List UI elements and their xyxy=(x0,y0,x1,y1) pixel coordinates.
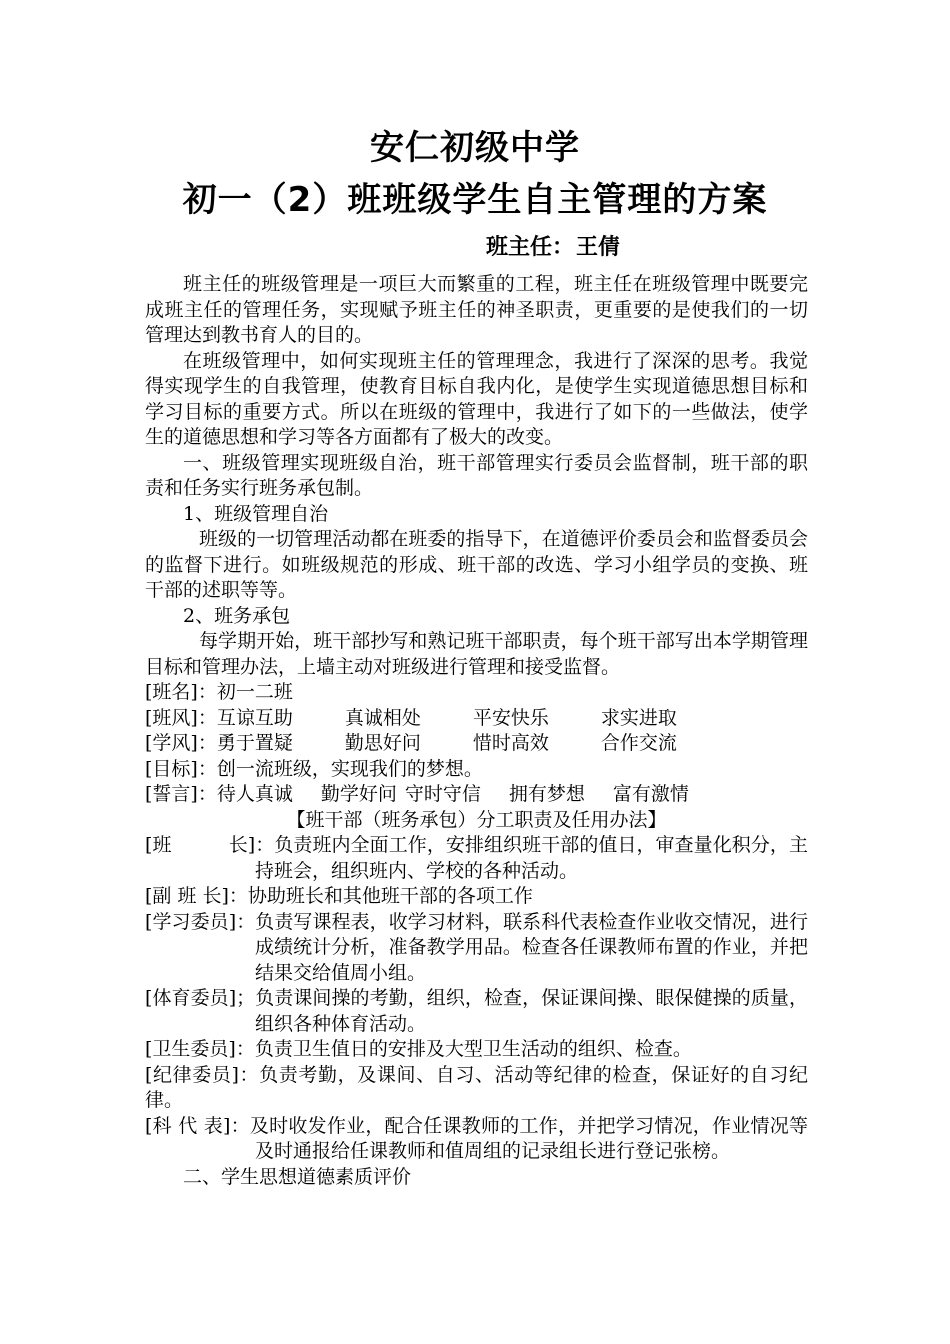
role-label: [卫生委员]： xyxy=(145,1038,255,1060)
role-label: [纪律委员]： xyxy=(145,1063,260,1086)
oath-line xyxy=(145,782,808,808)
goal-value: 创一流班级，实现我们的梦想。 xyxy=(216,757,483,780)
study-style-item: 合作交流 xyxy=(600,732,677,754)
role-duty: 负责班内全面工作，安排组织班干部的值日，审查量化积分，主持班会，组织班内、学校的各种活动。 xyxy=(255,834,808,882)
role-discipline-committee xyxy=(145,1063,808,1114)
class-style-item: 互谅互助 xyxy=(216,706,293,729)
study-style-line xyxy=(145,731,808,757)
role-study-committee xyxy=(145,910,808,987)
role-hygiene-committee xyxy=(145,1037,808,1063)
class-name-label: [班名]： xyxy=(145,681,217,703)
oath-item: 待人真诚 xyxy=(216,783,293,805)
goal-line xyxy=(145,757,808,783)
role-label: [副 班 长]： xyxy=(145,885,248,907)
self-governance-paragraph: 班级的一切管理活动都在班委的指导下，在道德评价委员会和监督委员会的监督下进行。如班级规范的形成、班干部的改选、学习小组学员的变换、班干部的述职等等。 xyxy=(145,528,808,601)
class-style-line xyxy=(145,706,808,732)
goal-label: [目标]： xyxy=(145,757,217,780)
school-title: 安仁初级中学 xyxy=(370,128,580,168)
study-style-item: 惜时高效 xyxy=(472,732,549,754)
study-style-label: [学风]： xyxy=(145,732,217,754)
oath-item: 拥有梦想 xyxy=(508,783,585,805)
role-monitor xyxy=(145,833,808,884)
intro-paragraph: 班主任的班级管理是一项巨大而繁重的工程，班主任在班级管理中既要完成班主任的管理任务，实现赋予班主任的神圣职责，更重要的是使我们的一切管理达到教书育人的目的。 xyxy=(145,273,808,346)
role-duty: 负责写课程表，收学习材料，联系科代表检查作业收交情况，进行成绩统计分析，准备教学用品。检查各任课教师布置的作业，并把结果交给值周小组。 xyxy=(255,910,808,984)
section-heading-1: 一、班级管理实现班级自治，班干部管理实行委员会监督制，班干部的职责和任务实行班务承包制。 xyxy=(145,451,808,499)
class-name-line xyxy=(145,680,808,706)
role-duty: 负责考勤，及课间、自习、活动等纪律的检查，保证好的自习纪律。 xyxy=(145,1063,808,1111)
role-duty: 负责卫生值日的安排及大型卫生活动的组织、检查。 xyxy=(254,1038,692,1060)
role-duty: 协助班长和其他班干部的各项工作 xyxy=(247,885,533,907)
subheading-self-governance: 1、班级管理自治 xyxy=(183,502,329,525)
oath-item: 勤学好问 xyxy=(320,783,397,805)
class-style-item: 平安快乐 xyxy=(472,706,549,729)
study-style-item: 勇于置疑 xyxy=(216,732,293,754)
role-label: [学习委员]： xyxy=(145,910,256,933)
roles-heading: 【班干部（班务承包）分工职责及任用办法】 xyxy=(286,808,667,831)
section-heading-2: 二、学生思想道德素质评价 xyxy=(183,1165,412,1188)
concept-paragraph: 在班级管理中，如何实现班主任的管理理念，我进行了深深的思考。我觉得实现学生的自我管理，使教育目标自我内化，是使学生实现道德思想目标和学习目标的重要方式。所以在班级的管理中，我进行了如下的一些做法，使学生的道德思想和学习等各方面都有了极大的改变。 xyxy=(145,349,808,448)
subheading-contracting: 2、班务承包 xyxy=(183,604,291,627)
role-label: [科 代 表]： xyxy=(145,1114,250,1137)
role-vice-monitor xyxy=(145,884,808,910)
author-line xyxy=(486,233,620,263)
class-style-item: 求实进取 xyxy=(600,706,677,729)
contracting-paragraph: 每学期开始，班干部抄写和熟记班干部职责，每个班干部写出本学期管理目标和管理办法，上墙主动对班级进行管理和接受监督。 xyxy=(145,630,808,678)
document-title: 初一（2）班班级学生自主管理的方案 xyxy=(182,180,768,220)
role-label: [体育委员]； xyxy=(145,987,256,1009)
oath-label: [誓言]： xyxy=(145,783,217,805)
study-style-item: 勤思好问 xyxy=(344,732,421,754)
class-style-label: [班风]： xyxy=(145,706,217,729)
oath-item: 守时守信 xyxy=(404,783,481,805)
class-style-item: 真诚相处 xyxy=(344,706,421,729)
role-subject-rep xyxy=(145,1114,808,1165)
role-sports-committee xyxy=(145,986,808,1037)
role-duty: 负责课间操的考勤，组织，检查，保证课间操、眼保健操的质量，组织各种体育活动。 xyxy=(255,987,808,1035)
role-label: [班 长]： xyxy=(145,834,275,856)
author-name: 王倩 xyxy=(576,235,621,260)
role-duty: 及时收发作业，配合任课教师的工作，并把学习情况，作业情况等及时通报给任课教师和值周组的记录组长进行登记张榜。 xyxy=(249,1114,808,1162)
class-name-value: 初一二班 xyxy=(216,681,293,703)
author-label: 班主任： xyxy=(486,235,575,260)
oath-item: 富有激情 xyxy=(612,783,689,805)
document-body xyxy=(145,272,808,1190)
